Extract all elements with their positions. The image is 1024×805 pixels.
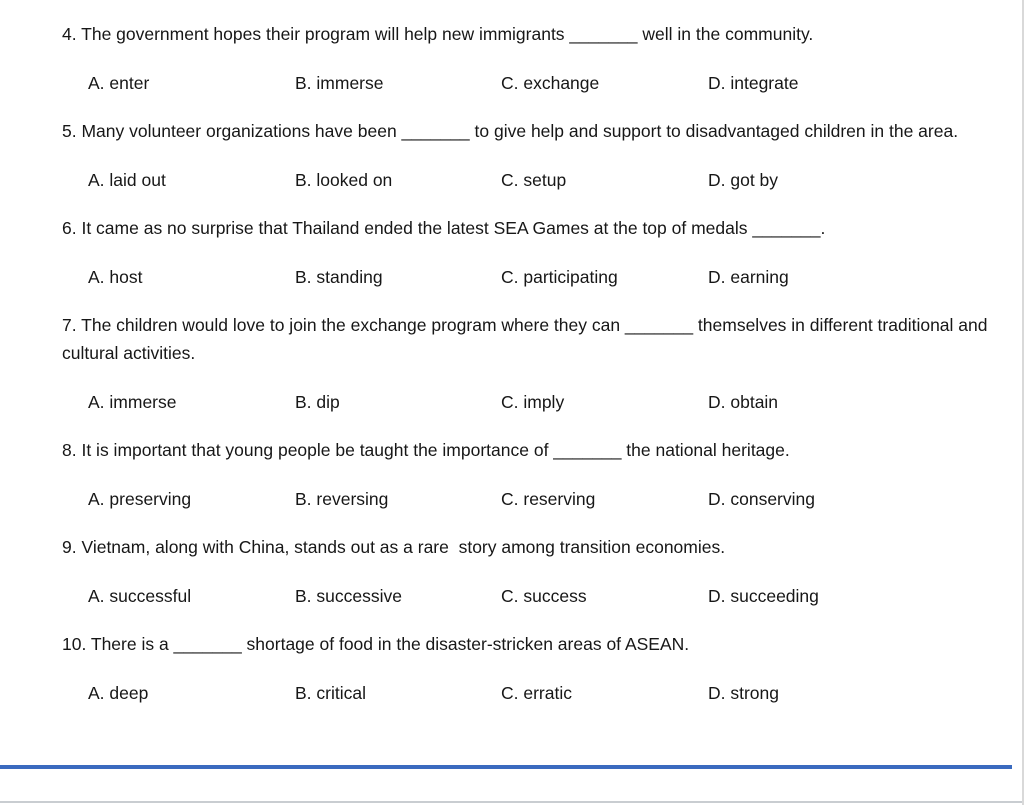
question-9-option-d: D. succeeding <box>708 586 819 606</box>
question-7-number: 7. <box>62 315 82 335</box>
question-4-number: 4. <box>62 24 82 44</box>
question-10-option-a: A. deep <box>88 683 149 703</box>
question-5-options <box>88 166 1008 194</box>
question-9-number: 9. <box>62 537 82 557</box>
question-8-option-b: B. reversing <box>295 489 389 509</box>
question-10-stem <box>62 630 1008 658</box>
question-7-option-d: D. obtain <box>708 392 779 412</box>
question-10-options <box>88 679 1008 707</box>
question-10-text: There is a _______ shortage of food in the disaster-stricken areas of ASEAN. <box>90 634 690 654</box>
question-6-option-b: B. standing <box>295 267 383 287</box>
question-7-options <box>88 388 1008 416</box>
question-6-option-a: A. host <box>88 267 143 287</box>
question-6-option-c: C. participating <box>501 267 618 287</box>
question-8-stem <box>62 436 1008 464</box>
question-9-option-a: A. successful <box>88 586 192 606</box>
question-4-option-b: B. immerse <box>295 73 384 93</box>
question-8-number: 8. <box>62 440 82 460</box>
question-6-text: It came as no surprise that Thailand ended the latest SEA Games at the top of medals _______. <box>81 218 826 238</box>
question-6-option-d: D. earning <box>708 267 789 287</box>
page-divider-line <box>0 765 1012 769</box>
question-6-stem <box>62 214 1008 242</box>
question-5-number: 5. <box>62 121 82 141</box>
question-9-option-c: C. success <box>501 586 587 606</box>
question-4-option-a: A. enter <box>88 73 150 93</box>
question-4-stem <box>62 20 1008 48</box>
question-5-option-b: B. looked on <box>295 170 393 190</box>
question-5-stem <box>62 117 1008 145</box>
question-5-option-a: A. laid out <box>88 170 166 190</box>
question-8-option-d: D. conserving <box>708 489 815 509</box>
question-4-text: The government hopes their program will help new immigrants _______ well in the community. <box>81 24 814 44</box>
question-9-options <box>88 582 1008 610</box>
question-8-option-c: C. reserving <box>501 489 596 509</box>
question-10-option-d: D. strong <box>708 683 779 703</box>
question-10-option-c: C. erratic <box>501 683 572 703</box>
question-4-options <box>88 69 1008 97</box>
question-7-text: The children would love to join the exchange program where they can _______ themselves in different traditional and cultural activities. <box>62 315 993 363</box>
question-9-stem <box>62 533 1008 561</box>
question-8-option-a: A. preserving <box>88 489 192 509</box>
question-7-option-b: B. dip <box>295 392 340 412</box>
question-5-option-c: C. setup <box>501 170 567 190</box>
question-9-text: Vietnam, along with China, stands out as a rare story among transition economies. <box>81 537 726 557</box>
question-10-number: 10. <box>62 634 91 654</box>
page-bottom-edge <box>0 801 1022 803</box>
question-7-stem <box>62 311 1008 367</box>
question-4-option-d: D. integrate <box>708 73 799 93</box>
question-5-option-d: D. got by <box>708 170 779 190</box>
question-5-text: Many volunteer organizations have been _______ to give help and support to disadvantaged children in the area. <box>81 121 959 141</box>
question-8-text: It is important that young people be taught the importance of _______ the national heritage. <box>81 440 790 460</box>
question-4-option-c: C. exchange <box>501 73 600 93</box>
question-7-option-c: C. imply <box>501 392 565 412</box>
question-7-option-a: A. immerse <box>88 392 177 412</box>
question-6-options <box>88 263 1008 291</box>
question-9-option-b: B. successive <box>295 586 402 606</box>
question-8-options <box>88 485 1008 513</box>
question-10-option-b: B. critical <box>295 683 366 703</box>
question-6-number: 6. <box>62 218 82 238</box>
